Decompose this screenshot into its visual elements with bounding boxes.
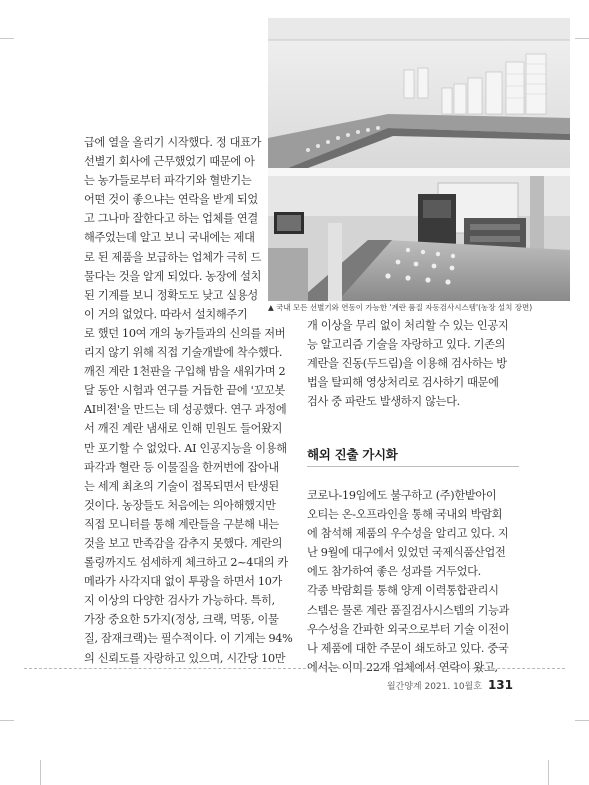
heading-divider: [307, 466, 519, 467]
factory-photo: [268, 18, 570, 301]
text-line: 에도 참가하여 좋은 성과를 거두었다.: [307, 565, 481, 579]
crop-mark: [575, 38, 589, 39]
text-line: 질, 잠재크랙)는 필수적이다. 이 기계는 94%: [84, 632, 293, 646]
text-line: 능 알고리즘 기술을 자랑하고 있다. 기존의: [307, 338, 506, 352]
footer-divider: [24, 668, 565, 669]
text-line: 에서는 이미 22개 업체에서 연락이 왔고,: [307, 660, 498, 674]
text-line: 파각과 혈란 등 이물질을 한꺼번에 잡아내: [84, 460, 279, 474]
text-line: 달 동안 시험과 연구를 거듭한 끝에 '꼬꼬봇: [84, 384, 285, 398]
text-line: 가장 중요한 5가지(정상, 크랙, 먹똥, 이물: [84, 613, 279, 627]
text-line: 지 이상의 다양한 검사가 가능하다. 특히,: [84, 594, 275, 608]
text-line: 것을 보고 만족감을 감추지 못했다. 계란의: [84, 536, 283, 550]
text-line: 된 기계를 보니 정확도도 낮고 실용성: [84, 288, 258, 302]
text-line: 개 이상을 무리 없이 처리할 수 있는 인공지: [307, 319, 509, 332]
text-line: 선별기 회사에 근무했었기 때문에 아: [84, 155, 255, 169]
text-line: 난 9월에 대구에서 있었던 국제식품산업전: [307, 546, 506, 560]
text-line: 것이다. 농장들도 처음에는 의아해했지만: [84, 498, 276, 512]
crop-mark: [40, 760, 41, 785]
text-line: 물다는 것을 알게 되었다. 농장에 설치: [84, 269, 262, 283]
left-column: [84, 133, 293, 668]
text-line: 롤링까지도 섬세하게 체크하고 2~4대의 카: [84, 556, 288, 570]
text-line: 법을 탈피해 영상처리로 검사하기 때문에: [307, 376, 499, 390]
text-line: 는 농가들로부터 파각기와 혈반기는: [84, 174, 252, 188]
text-line: 고 그나마 잘한다고 하는 업체를 연결: [84, 212, 258, 226]
text-line: 깨진 계란 1천판을 구입해 밤을 새워가며 2: [84, 365, 286, 379]
text-line: 나 제품에 대한 주문이 쇄도하고 있다. 중국: [307, 641, 509, 655]
text-line: AI비젼'을 만드는 데 성공했다. 연구 과정에: [84, 403, 287, 417]
crop-mark: [575, 720, 589, 721]
text-line: 의 신뢰도를 자랑하고 있으며, 시간당 10만: [84, 651, 286, 665]
page-number: 131: [487, 678, 513, 692]
crop-mark: [0, 38, 14, 39]
text-line: 만 포기할 수 없었다. AI 인공지능을 이용해: [84, 441, 287, 455]
magazine-issue: 월간양계 2021. 10월호: [386, 682, 482, 692]
right-column-bottom: [307, 486, 519, 677]
text-line: 로 된 제품을 보급하는 업체가 극히 드: [84, 250, 262, 264]
text-line: 계란을 진동(두드림)을 이용해 검사하는 방: [307, 357, 507, 371]
text-line: 급에 열을 올리기 시작했다. 정 대표가: [84, 136, 262, 149]
text-line: 리지 않기 위해 직접 기술개발에 착수했다.: [84, 346, 283, 360]
text-line: 스템은 물론 계란 품질검사시스템의 기능과: [307, 603, 510, 617]
text-line: 우수성을 간파한 외국으로부터 기술 이전이: [307, 622, 510, 636]
crop-mark: [0, 720, 14, 721]
right-column-top: [307, 316, 519, 411]
text-line: 서 깨진 계란 냄새로 인해 민원도 들어왔지: [84, 422, 283, 436]
text-line: 메라가 사각지대 없이 투광을 하면서 10가: [84, 575, 283, 589]
photo-caption: ▲ 국내 모든 선별기와 연동이 가능한 '계란 품질 자동검사시스템'(농장 설치 장면): [268, 303, 533, 312]
section-heading: 해외 진출 가시화: [307, 447, 398, 462]
text-line: 이 거의 없었다. 따라서 설치해주기: [84, 307, 248, 321]
text-line: 코로나-19임에도 불구하고 (주)한밭아이: [307, 489, 497, 502]
text-line: 는 세계 최초의 기술이 접목되면서 탄생된: [84, 479, 279, 493]
factory-photo-illustration: [268, 18, 570, 301]
text-line: 오티는 온-오프라인을 통해 국내외 박람회: [307, 508, 503, 522]
text-line: 에 참석해 제품의 우수성을 알리고 있다. 지: [307, 527, 509, 541]
page-footer: [387, 678, 513, 692]
text-line: 해주었는데 알고 보니 국내에는 제대: [84, 231, 255, 245]
text-line: 로 했던 10여 개의 농가들과의 신의를 저버: [84, 326, 286, 340]
text-line: 각종 박람회를 통해 양계 이력통합관리시: [307, 584, 499, 598]
text-line: 어떤 것이 좋으냐는 연락을 받게 되었: [84, 193, 258, 207]
text-line: 검사 중 파란도 발생하지 않는다.: [307, 395, 460, 409]
text-line: 직접 모니터를 통해 계란들을 구분해 내는: [84, 517, 279, 531]
crop-mark: [548, 760, 549, 785]
